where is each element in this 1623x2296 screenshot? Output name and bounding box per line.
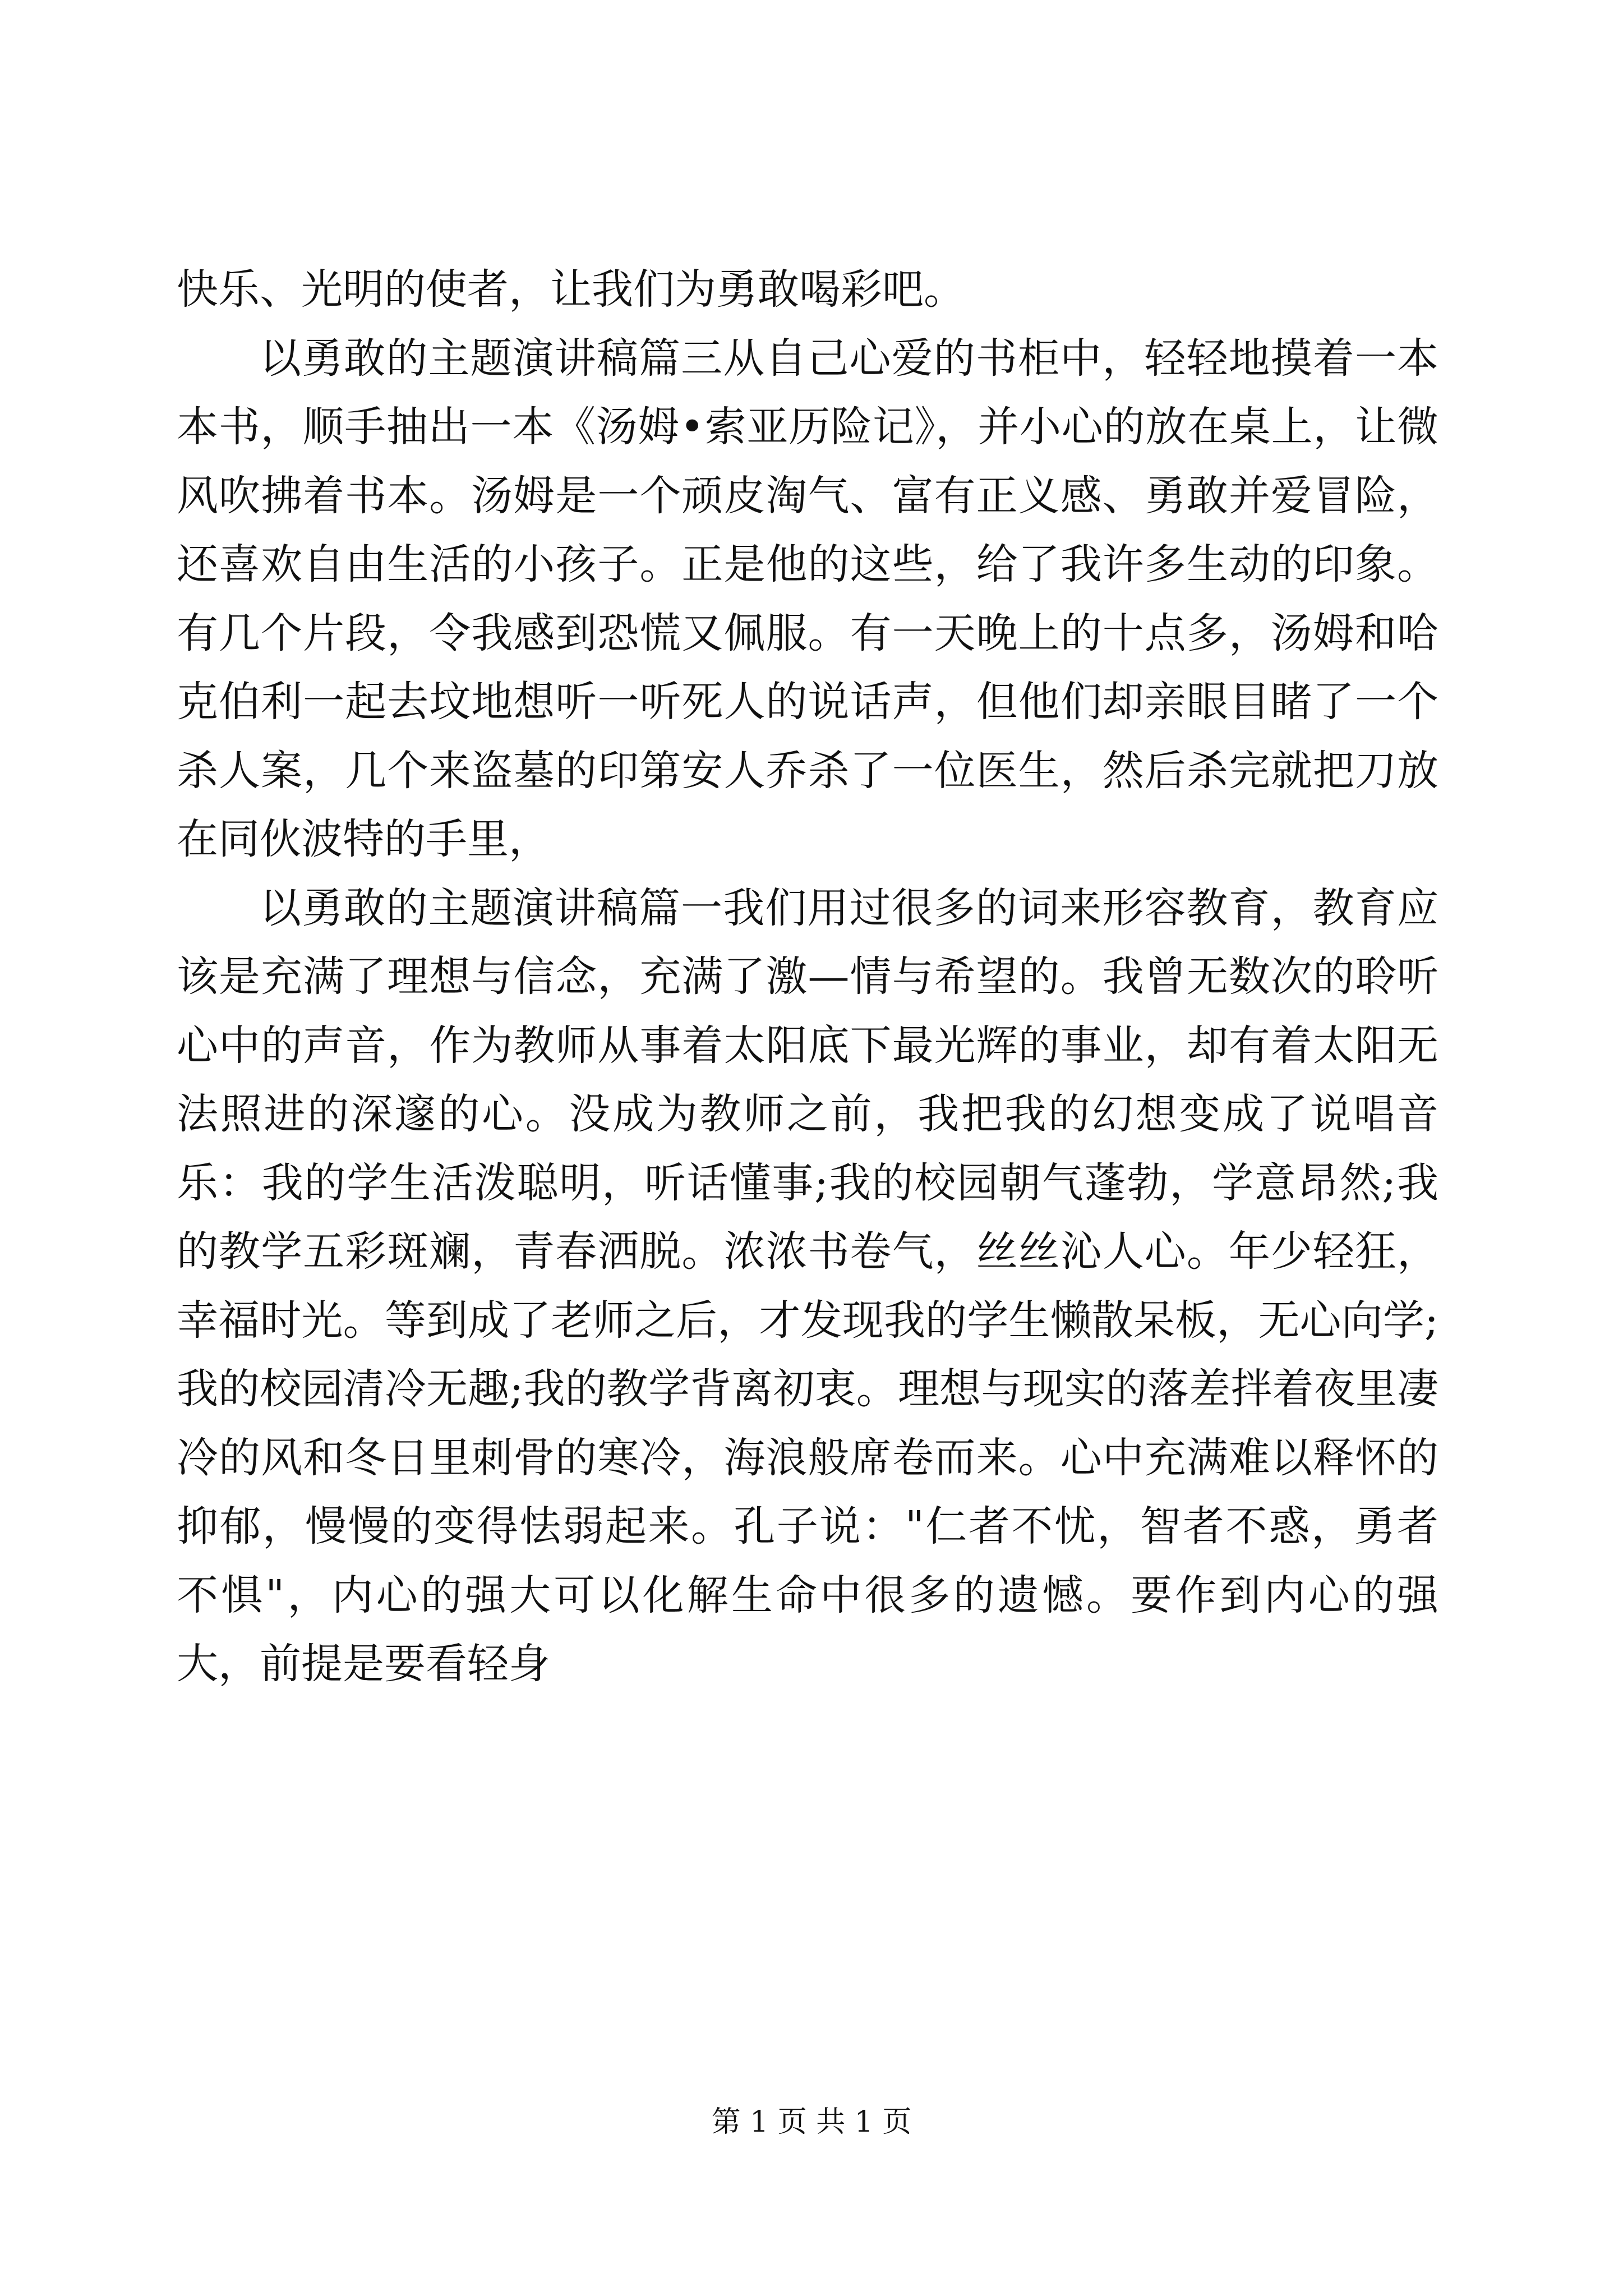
paragraph-continuation: 快乐、光明的使者，让我们为勇敢喝彩吧。 <box>177 265 965 314</box>
paragraph-speech-one: 以勇敢的主题演讲稿篇一我们用过很多的词来形容教育，教育应该是充满了理想与信念，充满了激—情与希望的。我曾无数次的聆听心中的声音，作为教师从事着太阳底下最光辉的事业，却有着太阳无法照进的深邃的心。没成为教师之前，我把我的幻想变成了说唱音乐：我的学生活泼聪明，听话懂事;我的校园朝气蓬勃，学意昂然;我的教学五彩斑斓，青春洒脱。浓浓书卷气，丝丝沁人心。年少轻狂，幸福时光。等到成了老师之后，才发现我的学生懒散呆板，无心向学;我的校园清冷无趣;我的教学背离初衷。理想与现实的落差拌着夜里凄冷的风和冬日里刺骨的寒冷，海浪般席卷而来。心中充满难以释怀的抑郁，慢慢的变得怯弱起来。孔子说："仁者不忧，智者不惑，勇者不惧"，内心的强大可以化解生命中很多的遗憾。要作到内心的强大，前提是要看轻身 <box>177 884 1438 1688</box>
page-footer: 第 1 页 共 1 页 <box>711 2105 912 2139</box>
document-body <box>177 255 1438 1699</box>
paragraph-speech-three: 以勇敢的主题演讲稿篇三从自己心爱的书柜中，轻轻地摸着一本本书，顺手抽出一本《汤姆•索亚历险记》，并小心的放在桌上，让微风吹拂着书本。汤姆是一个顽皮淘气、富有正义感、勇敢并爱冒险，还喜欢自由生活的小孩子。正是他的这些，给了我许多生动的印象。有几个片段，令我感到恐慌又佩服。有一天晚上的十点多，汤姆和哈克伯利一起去坟地想听一听死人的说话声，但他们却亲眼目睹了一个杀人案，几个来盗墓的印第安人乔杀了一位医生，然后杀完就把刀放在同伙波特的手里， <box>177 334 1438 863</box>
